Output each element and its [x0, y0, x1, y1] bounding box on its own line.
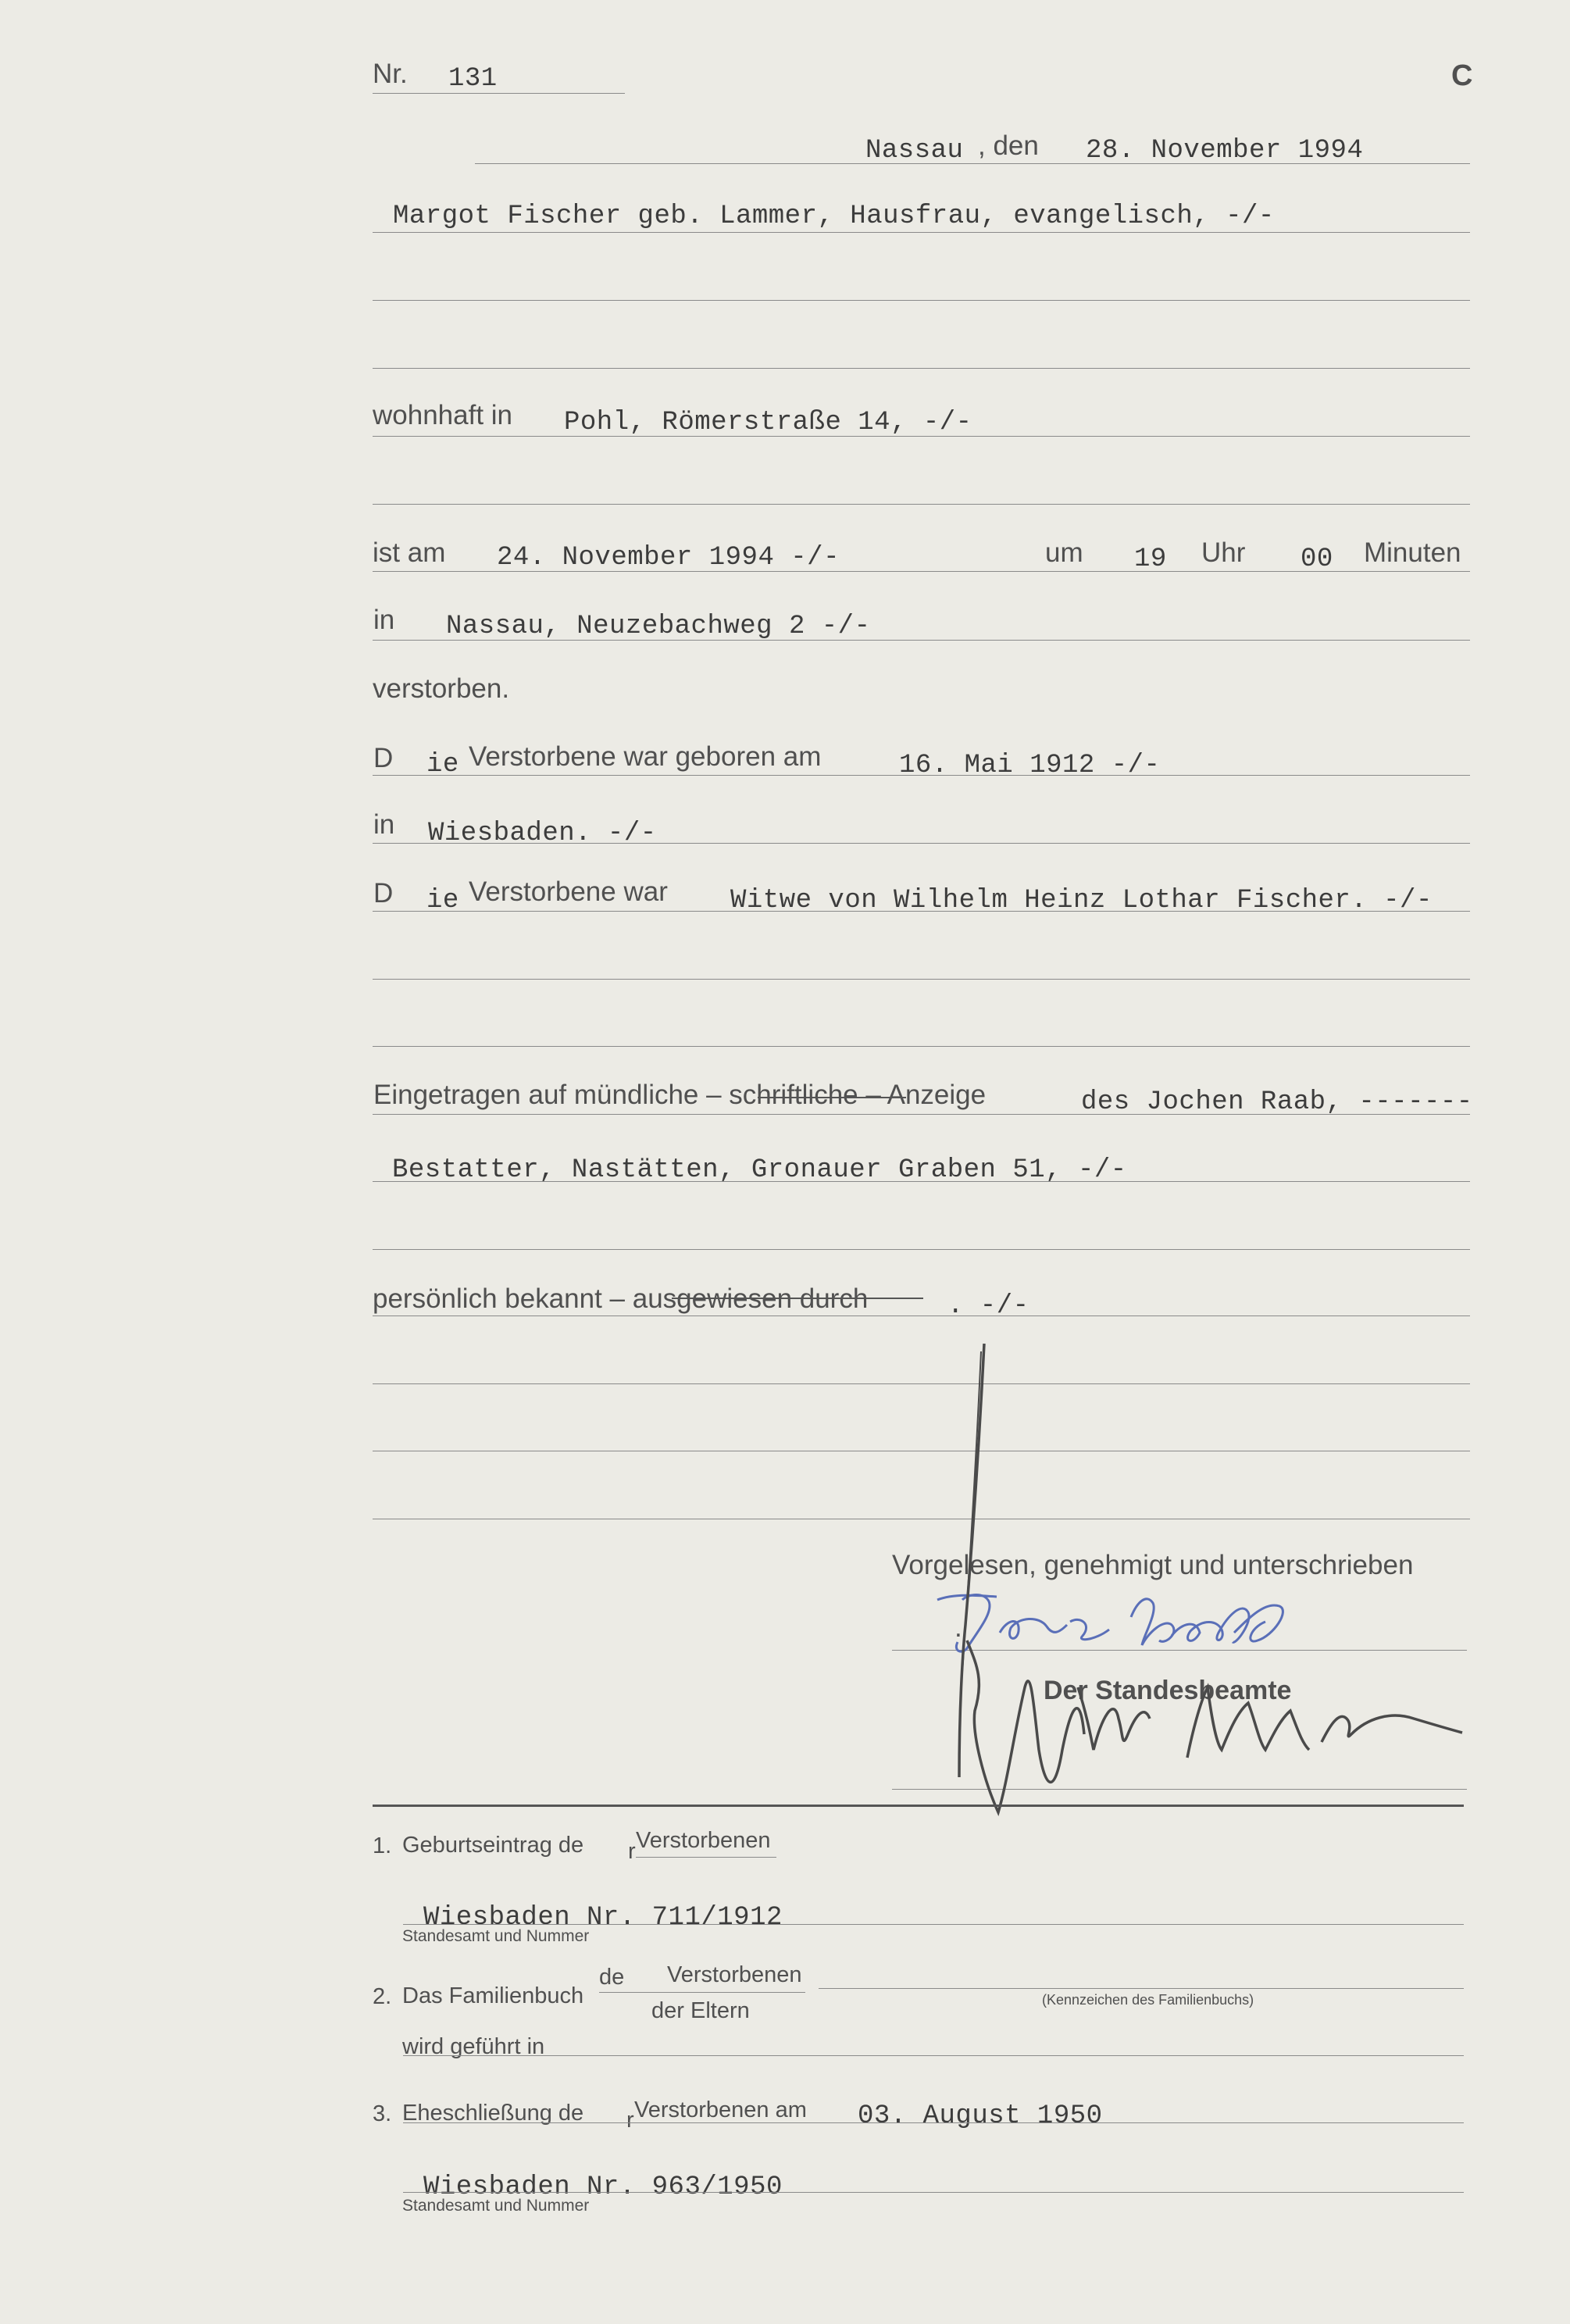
registration-line-2: [373, 1181, 1470, 1182]
identity-value: . -/-: [947, 1291, 1029, 1321]
footer-item1-label-underline: [636, 1857, 776, 1858]
official-signature: [953, 1344, 1468, 1828]
footer-item2-opt1: Verstorbenen: [667, 1962, 802, 1987]
death-date: 24. November 1994 -/-: [497, 543, 840, 573]
footer-item3-line: [403, 2122, 1464, 2123]
identity-label: persönlich bekannt – ausgewiesen durch: [373, 1283, 869, 1314]
footer-item2-num: 2.: [373, 1984, 392, 2009]
birth-in-label: in: [373, 809, 395, 840]
footer-item1-label: Geburtseintrag de: [402, 1833, 584, 1858]
corner-letter: C: [1451, 59, 1473, 92]
residence-line: [373, 436, 1470, 437]
birth-date: 16. Mai 1912 -/-: [899, 751, 1161, 780]
person-line: Margot Fischer geb. Lammer, Hausfrau, evangelisch, -/-: [393, 202, 1275, 231]
footer-item2-line: [819, 1988, 1464, 1989]
header-date-line: [475, 163, 1470, 164]
footer-item1-label2: Verstorbenen: [636, 1828, 771, 1853]
death-hour: 19: [1134, 544, 1167, 574]
status-prefix-d: D: [373, 878, 394, 909]
header-date: 28. November 1994: [1086, 136, 1364, 166]
birth-date-line: [373, 775, 1470, 776]
footer-item1-caption: Standesamt und Nummer: [402, 1927, 590, 1945]
verstorben-label: verstorben.: [373, 673, 510, 704]
footer-item3-label2: Verstorbenen am: [634, 2097, 807, 2122]
footer-item3-date: 03. August 1950: [858, 2101, 1103, 2131]
registration-value-2: Bestatter, Nastätten, Gronauer Graben 51, -/-: [392, 1155, 1127, 1185]
strikethrough-schriftliche: [758, 1097, 906, 1098]
footer-item1-num: 1.: [373, 1833, 392, 1858]
death-place-line: [373, 640, 1470, 641]
birth-suffix-ie: ie: [426, 750, 459, 780]
footer-item3-label: Eheschließung de: [402, 2101, 584, 2126]
footer-item3-caption: Standesamt und Nummer: [402, 2197, 590, 2215]
status-value: Witwe von Wilhelm Heinz Lothar Fischer. -/-: [730, 886, 1433, 916]
nr-underline: [373, 93, 625, 94]
registration-value-1: des Jochen Raab, -------: [1081, 1087, 1473, 1117]
residence-value: Pohl, Römerstraße 14, -/-: [564, 408, 972, 437]
den-label: , den: [978, 130, 1039, 161]
footer-item1-r: r: [628, 1839, 636, 1864]
footer-item2-label: Das Familienbuch: [402, 1983, 584, 2008]
death-minuten-label: Minuten: [1364, 537, 1461, 568]
death-uhr-label: Uhr: [1201, 537, 1246, 568]
footer-item2-line2: [403, 2055, 1464, 2056]
footer-item3-r: r: [626, 2108, 634, 2133]
header-place: Nassau: [865, 136, 964, 166]
strikethrough-ausgewiesen: [672, 1298, 923, 1299]
footer-item1-value: Wiesbaden Nr. 711/1912: [423, 1903, 783, 1933]
blank-line-2: [373, 368, 1470, 369]
closing-statement: Vorgelesen, genehmigt und unterschrieben: [892, 1550, 1414, 1580]
person-line-rule: [373, 232, 1470, 233]
footer-item3-line2: [403, 2192, 1464, 2193]
footer-item2-de: de: [599, 1965, 625, 1990]
closing-dot: .: [954, 1612, 962, 1643]
blank-line-6: [373, 1249, 1470, 1250]
registration-line-1: [373, 1114, 1470, 1115]
footer-item3-value: Wiesbaden Nr. 963/1950: [423, 2172, 783, 2202]
blank-line-5: [373, 1046, 1470, 1047]
footer-item2-opt2: der Eltern: [651, 1998, 750, 2023]
nr-label: Nr.: [373, 59, 408, 89]
footer-item1-line: [403, 1924, 1464, 1925]
footer-item2-label2: wird geführt in: [402, 2034, 545, 2059]
official-title: Der Standesbeamte: [1044, 1676, 1292, 1705]
status-suffix-ie: ie: [426, 886, 459, 916]
birth-label: Verstorbene war geboren am: [469, 741, 822, 772]
footer-item2-fraction-line: [599, 1992, 805, 1993]
blank-line-4: [373, 979, 1470, 980]
birth-prefix-d: D: [373, 743, 394, 773]
footer-separator: [373, 1805, 1464, 1807]
birth-place: Wiesbaden. -/-: [428, 819, 657, 848]
death-date-label: ist am: [373, 537, 446, 568]
registration-label: Eingetragen auf mündliche – schriftliche – Anzeige: [373, 1080, 987, 1110]
death-date-line: [373, 571, 1470, 572]
blank-line-3: [373, 504, 1470, 505]
footer-item2-caption: (Kennzeichen des Familienbuchs): [1042, 1992, 1254, 2008]
death-place: Nassau, Neuzebachweg 2 -/-: [446, 612, 871, 641]
death-in-label: in: [373, 605, 395, 635]
footer-item3-num: 3.: [373, 2101, 392, 2126]
residence-label: wohnhaft in: [373, 400, 513, 430]
status-label: Verstorbene war: [469, 876, 668, 907]
nr-value: 131: [448, 64, 498, 94]
birth-place-line: [373, 843, 1470, 844]
death-minutes: 00: [1301, 544, 1333, 574]
status-line: [373, 911, 1470, 912]
blank-line-1: [373, 300, 1470, 301]
death-um-label: um: [1045, 537, 1083, 568]
